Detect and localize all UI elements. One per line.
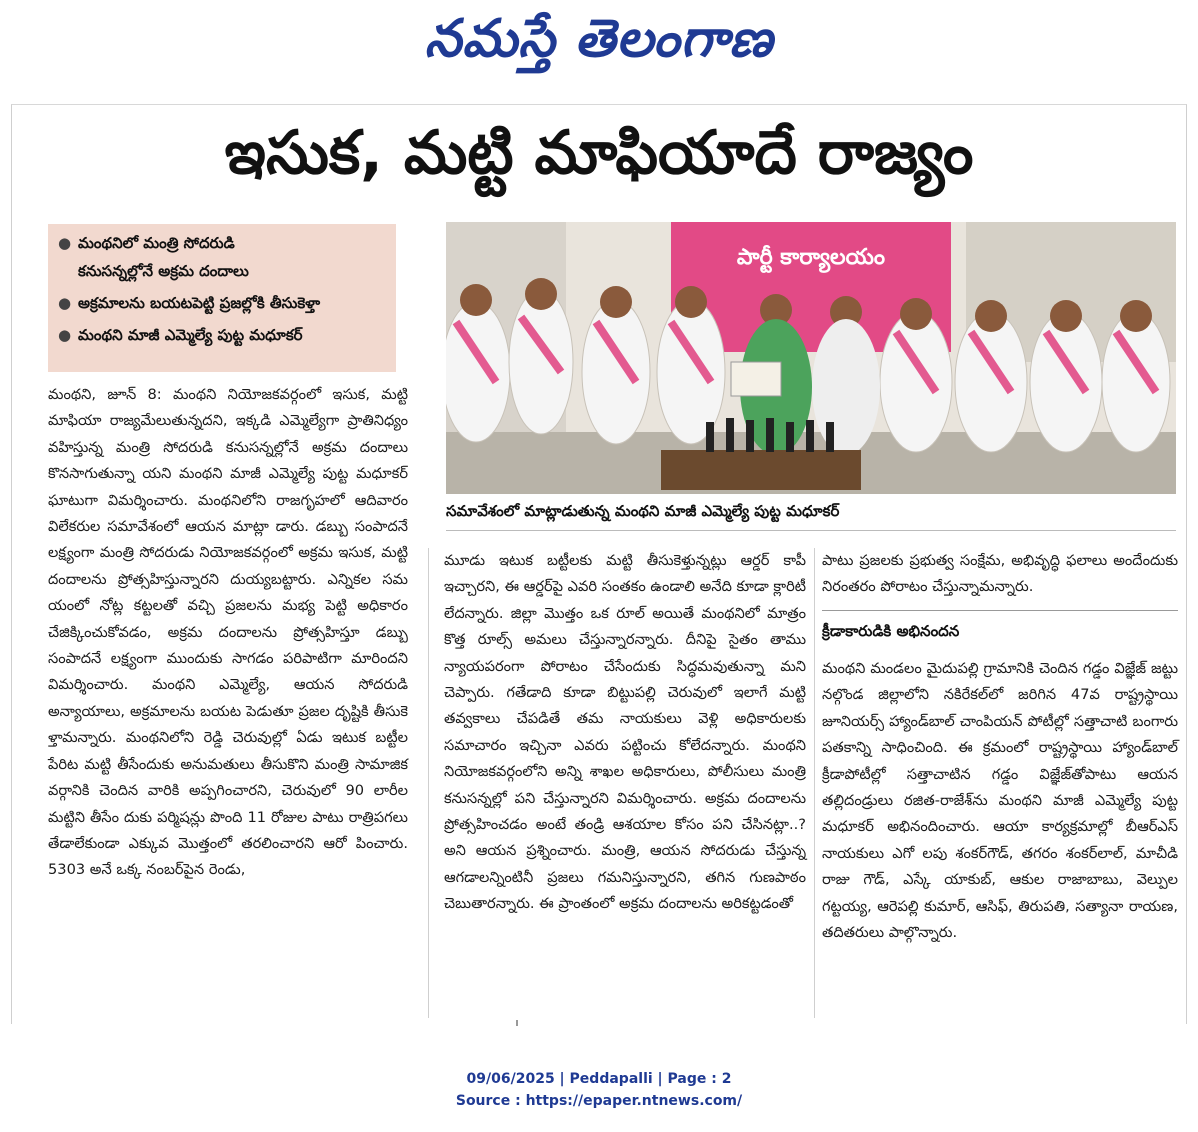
footer-date-edition: 09/06/2025 | Peddapalli | Page : 2 [466,1071,732,1087]
highlights-box [48,224,396,372]
bullet-icon: ● [58,326,72,344]
page-tick [516,1020,518,1026]
masthead [0,0,1198,90]
highlight-item [56,294,388,312]
highlight-text: మంథనిలో మంత్రి సోదరుడి [78,234,235,252]
highlight-text: మంథని మాజీ ఎమ్మెల్యే పుట్ట మధూకర్ [78,326,303,344]
bullet-icon: ● [58,294,72,312]
highlight-text: కనుసన్నల్లోనే అక్రమ దందాలు [78,262,249,280]
article-column-3-continued [822,656,1178,946]
footer-source: Source : https://epaper.ntnews.com/ [455,1093,743,1109]
column-divider [814,548,815,1018]
subheading: క్రీడాకారుడికి అభినందన [822,622,960,640]
article-headline: ఇసుక, మట్టి మాఫియాదే రాజ్యం [224,118,974,188]
highlight-item [56,234,388,252]
column-divider [428,548,429,1018]
footer [0,1068,1198,1112]
bullet-icon: ● [58,234,72,252]
press-meet-image [446,222,1176,494]
article-text: మూడు ఇటుక బట్టీలకు మట్టి తీసుకెళ్తున్నట్లు ఆర్డర్ కాపీ ఇచ్చారని, ఈ ఆర్డర్‌పై ఎవరి సంతకం ఉండాలి అనేది కూడా క్లారిటీ లేదన్నారు. జిల్లా మొత్తం ఒక రూల్ అయితే మంథనిలో మాత్రం కొత్త రూల్స్ అమలు చేస్తున్నారన్నారు. దీనిపై సైతం తాము న్యాయపరంగా పోరాటం చేసేందుకు సిద్ధమవుతున్నా మని చెప్పారు. గతేడాది కూడా బిట్టుపల్లి చెరువులో ఇలాగే మట్టి తవ్వకాలు చేపడితే తమ నాయకులు వెళ్లి అధికారులకు సమాచారం ఇచ్చినా ఎవరు పట్టించు కోలేదన్నారు. మంథని నియోజకవర్గంలోని అన్ని శాఖల అధికారులు, పోలీసులు మంత్రి కనుసన్నల్లో పని చేస్తున్నారని విమర్శించారు. అక్రమ దందాలను ప్రోత్సహించడం అంటే తండ్రి ఆశయాల కోసం పని చేసినట్లా..? అని ఆయన ప్రశ్నించారు. మంత్రి, ఆయన సోదరుడు చేస్తున్న ఆగడాలన్నింటినీ ప్రజలు గమనిస్తున్నారని, తగిన గుణపాఠం చెబుతారన్నారు. ఈ ప్రాంతంలో అక్రమ దందాలను అరికట్టడంతో [444,552,806,913]
newspaper-logo: నమస్తే తెలంగాణ [424,8,774,69]
article-text: మంథని మండలం మైదుపల్లి గ్రామానికి చెందిన గడ్డం విజ్ఞేజ్ జట్టు నల్గొండ జిల్లాలోని నకిరేకల్‌లో జరిగిన 47వ రాష్ట్రస్థాయి జూనియర్స్ హ్యాండ్‌బాల్ చాంపియన్ పోటీల్లో సత్తాచాటి బంగారు పతకాన్ని సాధించింది. ఈ క్రమంలో రాష్ట్రస్థాయి హ్యాండ్‌బాల్ క్రీడాపోటీల్లో సత్తాచాటిన గడ్డం విజ్ఞేజ్‌తోపాటు ఆయన తల్లిదండ్రులు రజిత-రాజేశ్‌ను మంథని మాజీ ఎమ్మెల్యే పుట్ట మధూకర్ అభినందించారు. ఆయా కార్యక్రమాల్లో బీఆర్ఎస్ నాయకులు ఎగో లపు శంకర్‌గౌడ్, తగరం శంకర్‌లాల్, మాచీడి రాజు గౌడ్, ఎస్కే యాకుబ్, ఆకుల రాజాబాబు, వెల్పుల గట్టయ్య, ఆరెపల్లి కుమార్, ఆసిఫ్, తిరుపతి, సత్యానా రాయణ, తదితరులు పాల్గొన్నారు. [822,660,1178,942]
article-text: పాటు ప్రజలకు ప్రభుత్వ సంక్షేమ, అభివృద్ధి ఫలాలు అందేందుకు నిరంతరం పోరాటం చేస్తున్నామన్నారు. [822,552,1178,596]
caption-divider [446,530,1176,531]
article-column-2 [444,548,806,918]
highlight-continuation [56,262,388,280]
article-text: మంథని, జూన్ 8: మంథని నియోజకవర్గంలో ఇసుక, మట్టి మాఫియా రాజ్యమేలుతున్నదని, ఇక్కడి ఎమ్మెల్యేగా ప్రాతినిధ్యం వహిస్తున్న మంత్రి సోదరుడి కనుసన్నల్లోనే అక్రమ దందాలు కొనసాగుతున్నా యని మంథని మాజీ ఎమ్మెల్యే పుట్ట మధూకర్ ఘాటుగా విమర్శించారు. మంథనిలోని రాజగృహలో ఆదివారం విలేకరుల సమావేశంలో ఆయన మాట్లా డారు. డబ్బు సంపాదనే లక్ష్యంగా మంత్రి సోదరుడు నియోజకవర్గంలో అక్రమ ఇసుక, మట్టి దందాలను ప్రోత్సహిస్తున్నారని దుయ్యబట్టారు. ఎన్నికల సమ యంలో నోట్ల కట్టలతో వచ్చి ప్రజలను మభ్య పెట్టి అధికారం చేజిక్కించుకోవడం, అక్రమ దందాలను ప్రోత్సహిస్తూ డబ్బు సంపాదనే లక్ష్యంగా ముందుకు సాగడం పరిపాటిగా మారిందని విమర్శించారు. మంథని ఎమ్మెల్యే, ఆయన సోదరుడి అన్యాయాలు, అక్రమాలను బయట పెడుతూ ప్రజల దృష్టికి తీసుకె ళ్తామన్నారు. మంథనిలోని రెడ్డి చెరువుల్లో ఏడు ఇటుక బట్టీల పేరిట మట్టి తీసేందుకు అనుమతులు తీసుకొని మంత్రి సామాజిక వర్గానికి చెందిన వారికి అప్పగించారని, చెరువులో 90 లారీల మట్టిని తీసేం దుకు పర్మిషన్లు పొంది 11 రోజుల పాటు రాత్రిపగలు తేడాలేకుండా ఎక్కువ మొత్తంలో తరలించారని ఆరో పించారు. 5303 అనే ఒక్క నంబర్‌పైన రెండు, [48,386,408,879]
highlight-text: అక్రమాలను బయటపెట్టి ప్రజల్లోకి తీసుకెళ్తా [78,294,321,312]
highlight-item [56,326,388,344]
article-column-1 [48,382,408,884]
banner-text: పార్టీ కార్యాలయం [736,245,886,270]
photo-caption: సమావేశంలో మాట్లాడుతున్న మంథని మాజీ ఎమ్మెల్యే పుట్ట మధూకర్ [446,502,840,520]
article-column-3 [822,548,1178,601]
subhead-divider [822,610,1178,611]
press-meet-photo [446,222,1176,494]
